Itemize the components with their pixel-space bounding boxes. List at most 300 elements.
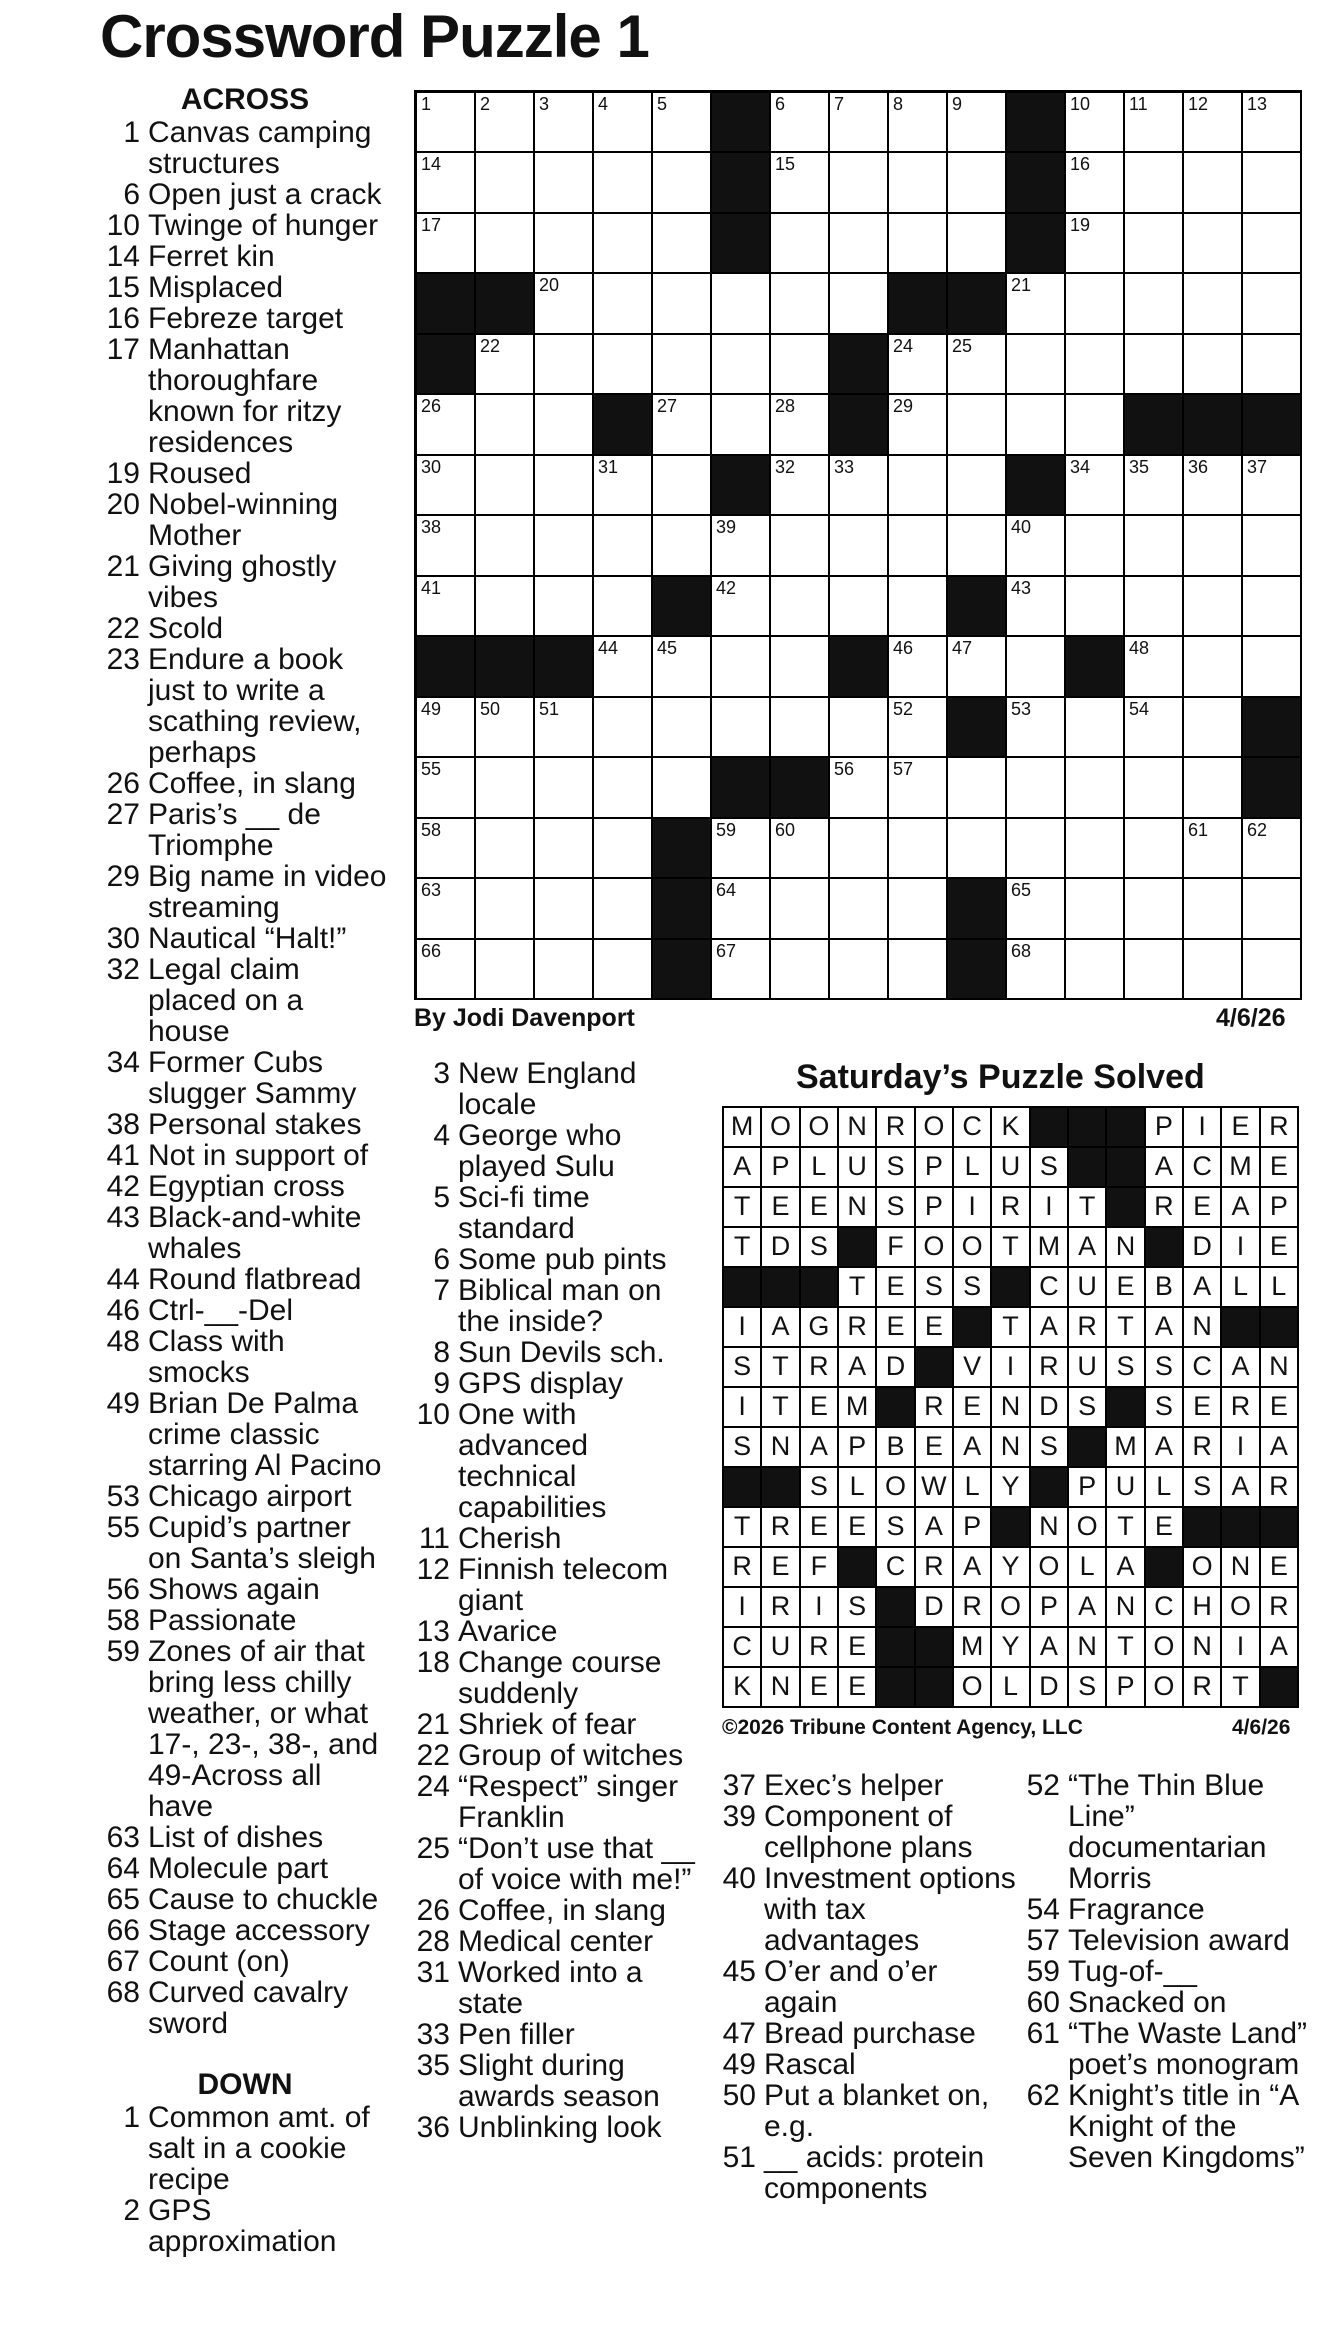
grid-cell[interactable] — [594, 153, 653, 213]
grid-cell[interactable] — [476, 940, 535, 1000]
grid-cell[interactable] — [535, 940, 594, 1000]
clue-item[interactable] — [1020, 2018, 1320, 2080]
grid-cell[interactable] — [889, 758, 948, 818]
grid-cell[interactable] — [771, 879, 830, 939]
grid-cell[interactable] — [653, 698, 712, 758]
grid-cell[interactable] — [712, 577, 771, 637]
clue-number: 64 — [106, 1852, 140, 1885]
grid-cell[interactable] — [1243, 577, 1302, 637]
clue-item[interactable] — [410, 1709, 700, 1740]
clue-item[interactable] — [1020, 1770, 1320, 1894]
grid-cell[interactable] — [1007, 395, 1066, 455]
clue-item[interactable] — [410, 1554, 700, 1616]
solved-cell — [877, 1508, 915, 1548]
clue-item[interactable] — [1020, 1956, 1320, 1987]
grid-cell[interactable] — [476, 819, 535, 879]
grid-cell[interactable] — [771, 274, 830, 334]
grid-cell[interactable] — [535, 93, 594, 153]
cell-number: 30 — [421, 456, 442, 477]
grid-cell[interactable] — [476, 698, 535, 758]
clue-item[interactable] — [1020, 1894, 1320, 1925]
clue-item[interactable] — [100, 1915, 390, 1946]
clue-item[interactable] — [410, 1275, 700, 1337]
solved-letter: I — [1236, 1231, 1245, 1261]
grid-cell[interactable] — [1066, 93, 1125, 153]
clue-item[interactable] — [410, 1399, 700, 1523]
grid-cell[interactable] — [653, 93, 712, 153]
grid-cell[interactable] — [535, 516, 594, 576]
grid-cell[interactable] — [1243, 819, 1302, 879]
clue-text: Rascal — [764, 2048, 856, 2081]
clue-item[interactable] — [100, 799, 390, 861]
grid-cell[interactable] — [1007, 940, 1066, 1000]
clue-item[interactable] — [100, 1140, 390, 1171]
solved-block — [1261, 1308, 1299, 1348]
crossword-grid[interactable] — [414, 90, 1302, 1000]
grid-cell[interactable] — [1066, 153, 1125, 213]
grid-cell[interactable] — [535, 879, 594, 939]
grid-cell[interactable] — [948, 456, 1007, 516]
grid-cell[interactable] — [1243, 335, 1302, 395]
clue-item[interactable] — [410, 1771, 700, 1833]
grid-cell[interactable] — [1066, 940, 1125, 1000]
grid-cell[interactable] — [1066, 395, 1125, 455]
grid-cell[interactable] — [417, 214, 476, 274]
clue-number: 56 — [106, 1573, 140, 1606]
grid-cell[interactable] — [594, 516, 653, 576]
grid-cell[interactable] — [1243, 153, 1302, 213]
grid-cell[interactable] — [948, 819, 1007, 879]
grid-cell[interactable] — [1125, 698, 1184, 758]
grid-cell[interactable] — [1066, 698, 1125, 758]
grid-cell[interactable] — [594, 214, 653, 274]
grid-cell[interactable] — [653, 395, 712, 455]
clue-text: Change course suddenly — [458, 1646, 662, 1710]
clue-item[interactable] — [100, 644, 390, 768]
grid-cell[interactable] — [1184, 153, 1243, 213]
grid-cell[interactable] — [535, 153, 594, 213]
grid-cell[interactable] — [1066, 456, 1125, 516]
clue-item[interactable] — [410, 1926, 700, 1957]
grid-cell[interactable] — [1125, 637, 1184, 697]
grid-cell[interactable] — [889, 940, 948, 1000]
grid-cell[interactable] — [830, 577, 889, 637]
grid-cell[interactable] — [1125, 516, 1184, 576]
solved-cell — [1222, 1228, 1260, 1268]
clue-item[interactable] — [410, 1957, 700, 2019]
grid-cell[interactable] — [830, 516, 889, 576]
grid-cell[interactable] — [771, 819, 830, 879]
grid-cell[interactable] — [830, 698, 889, 758]
solved-cell — [877, 1148, 915, 1188]
grid-cell[interactable] — [1125, 274, 1184, 334]
clue-item[interactable] — [100, 613, 390, 644]
solved-block — [877, 1588, 915, 1628]
grid-cell[interactable] — [535, 274, 594, 334]
clue-item[interactable] — [100, 1822, 390, 1853]
grid-cell[interactable] — [594, 335, 653, 395]
grid-cell[interactable] — [417, 93, 476, 153]
clue-item[interactable] — [1020, 1925, 1320, 1956]
clue-number: 5 — [433, 1181, 450, 1214]
grid-cell[interactable] — [476, 516, 535, 576]
clue-item[interactable] — [100, 1047, 390, 1109]
clue-item[interactable] — [100, 458, 390, 489]
clue-item[interactable] — [716, 2080, 1016, 2142]
grid-cell[interactable] — [771, 93, 830, 153]
clue-text: Some pub pints — [458, 1243, 667, 1276]
grid-cell[interactable] — [771, 698, 830, 758]
grid-cell[interactable] — [889, 93, 948, 153]
grid-cell[interactable] — [1066, 214, 1125, 274]
grid-cell[interactable] — [653, 456, 712, 516]
clue-item[interactable] — [100, 923, 390, 954]
grid-cell[interactable] — [476, 214, 535, 274]
grid-cell[interactable] — [830, 758, 889, 818]
grid-cell[interactable] — [476, 577, 535, 637]
grid-cell[interactable] — [712, 698, 771, 758]
grid-cell[interactable] — [1066, 274, 1125, 334]
grid-cell[interactable] — [889, 335, 948, 395]
clue-text: Cupid’s partner on Santa’s sleigh — [148, 1511, 376, 1575]
clue-item[interactable] — [410, 1120, 700, 1182]
solved-block — [1031, 1108, 1069, 1148]
grid-cell[interactable] — [1184, 879, 1243, 939]
grid-cell[interactable] — [771, 637, 830, 697]
grid-cell[interactable] — [1007, 577, 1066, 637]
clue-item[interactable] — [410, 1368, 700, 1399]
clue-item[interactable] — [100, 1264, 390, 1295]
clue-item[interactable] — [716, 1770, 1016, 1801]
grid-cell[interactable] — [1007, 274, 1066, 334]
grid-cell[interactable] — [594, 819, 653, 879]
grid-cell[interactable] — [830, 153, 889, 213]
grid-cell[interactable] — [1125, 577, 1184, 637]
grid-cell[interactable] — [1243, 456, 1302, 516]
grid-cell[interactable] — [712, 516, 771, 576]
clue-item[interactable] — [100, 489, 390, 551]
grid-cell[interactable] — [1125, 456, 1184, 516]
grid-cell[interactable] — [476, 153, 535, 213]
clue-item[interactable] — [716, 2142, 1016, 2204]
grid-cell[interactable] — [1184, 456, 1243, 516]
grid-cell[interactable] — [771, 516, 830, 576]
grid-cell[interactable] — [948, 758, 1007, 818]
clue-item[interactable] — [100, 861, 390, 923]
clue-item[interactable] — [100, 1636, 390, 1822]
grid-cell[interactable] — [948, 335, 1007, 395]
grid-cell[interactable] — [1184, 637, 1243, 697]
grid-cell[interactable] — [889, 395, 948, 455]
clue-item[interactable] — [100, 2195, 390, 2257]
grid-cell[interactable] — [1007, 335, 1066, 395]
grid-cell[interactable] — [1243, 214, 1302, 274]
solved-cell — [762, 1348, 800, 1388]
grid-cell[interactable] — [889, 577, 948, 637]
grid-cell[interactable] — [712, 274, 771, 334]
clue-item[interactable] — [100, 768, 390, 799]
clue-item[interactable] — [410, 1616, 700, 1647]
clue-item[interactable] — [100, 1884, 390, 1915]
grid-cell[interactable] — [830, 274, 889, 334]
grid-cell[interactable] — [1066, 516, 1125, 576]
clue-item[interactable] — [100, 303, 390, 334]
grid-cell[interactable] — [1066, 758, 1125, 818]
grid-cell[interactable] — [417, 698, 476, 758]
clue-item[interactable] — [716, 1801, 1016, 1863]
solved-cell — [1261, 1428, 1299, 1468]
clue-item[interactable] — [100, 2102, 390, 2195]
clue-item[interactable] — [100, 1109, 390, 1140]
grid-cell[interactable] — [830, 940, 889, 1000]
grid-cell[interactable] — [476, 879, 535, 939]
grid-cell[interactable] — [594, 274, 653, 334]
grid-cell[interactable] — [653, 516, 712, 576]
grid-cell[interactable] — [653, 335, 712, 395]
clue-item[interactable] — [100, 1295, 390, 1326]
grid-cell[interactable] — [535, 214, 594, 274]
grid-cell[interactable] — [1184, 335, 1243, 395]
grid-cell[interactable] — [1125, 819, 1184, 879]
solved-cell — [1261, 1348, 1299, 1388]
clue-item[interactable] — [716, 2018, 1016, 2049]
grid-cell[interactable] — [1184, 758, 1243, 818]
clue-item[interactable] — [1020, 1987, 1320, 2018]
grid-cell[interactable] — [948, 153, 1007, 213]
grid-cell[interactable] — [1125, 93, 1184, 153]
clue-item[interactable] — [100, 954, 390, 1047]
cell-number: 29 — [893, 396, 914, 417]
grid-cell[interactable] — [417, 819, 476, 879]
grid-cell[interactable] — [653, 214, 712, 274]
grid-cell[interactable] — [1125, 758, 1184, 818]
grid-cell[interactable] — [417, 577, 476, 637]
clue-item[interactable] — [100, 1388, 390, 1481]
grid-cell[interactable] — [771, 214, 830, 274]
clue-item[interactable] — [410, 1182, 700, 1244]
grid-cell[interactable] — [889, 819, 948, 879]
clue-item[interactable] — [100, 1171, 390, 1202]
grid-cell[interactable] — [771, 335, 830, 395]
grid-cell[interactable] — [1184, 940, 1243, 1000]
clue-item[interactable] — [716, 2049, 1016, 2080]
clue-item[interactable] — [100, 1481, 390, 1512]
grid-cell[interactable] — [771, 395, 830, 455]
grid-cell[interactable] — [653, 758, 712, 818]
grid-cell[interactable] — [1125, 153, 1184, 213]
clue-item[interactable] — [410, 2050, 700, 2112]
grid-cell[interactable] — [948, 93, 1007, 153]
grid-cell[interactable] — [1007, 698, 1066, 758]
grid-cell[interactable] — [535, 698, 594, 758]
grid-cell[interactable] — [830, 93, 889, 153]
grid-cell[interactable] — [948, 637, 1007, 697]
grid-cell[interactable] — [948, 395, 1007, 455]
grid-cell[interactable] — [712, 395, 771, 455]
grid-cell[interactable] — [535, 395, 594, 455]
grid-cell[interactable] — [889, 637, 948, 697]
grid-cell[interactable] — [535, 758, 594, 818]
grid-cell[interactable] — [889, 214, 948, 274]
clue-item[interactable] — [100, 1605, 390, 1636]
grid-cell[interactable] — [417, 879, 476, 939]
grid-cell[interactable] — [1066, 335, 1125, 395]
grid-cell[interactable] — [535, 335, 594, 395]
grid-cell[interactable] — [1066, 577, 1125, 637]
grid-cell[interactable] — [1125, 214, 1184, 274]
grid-cell[interactable] — [594, 758, 653, 818]
grid-cell[interactable] — [476, 758, 535, 818]
clue-item[interactable] — [100, 1977, 390, 2039]
clue-item[interactable] — [100, 1853, 390, 1884]
solved-letter: C — [1039, 1271, 1059, 1301]
grid-cell[interactable] — [1184, 698, 1243, 758]
grid-cell[interactable] — [712, 879, 771, 939]
clue-item[interactable] — [410, 1740, 700, 1771]
grid-cell[interactable] — [1243, 274, 1302, 334]
grid-cell[interactable] — [1184, 214, 1243, 274]
grid-block — [535, 637, 594, 697]
clue-item[interactable] — [100, 1574, 390, 1605]
grid-cell[interactable] — [1184, 577, 1243, 637]
clue-item[interactable] — [100, 210, 390, 241]
grid-cell[interactable] — [771, 456, 830, 516]
grid-cell[interactable] — [653, 637, 712, 697]
grid-cell[interactable] — [594, 698, 653, 758]
grid-cell[interactable] — [712, 637, 771, 697]
grid-cell[interactable] — [1125, 940, 1184, 1000]
grid-cell[interactable] — [476, 456, 535, 516]
grid-cell[interactable] — [417, 153, 476, 213]
grid-cell[interactable] — [1007, 819, 1066, 879]
grid-cell[interactable] — [830, 879, 889, 939]
cell-number: 64 — [716, 880, 737, 901]
grid-cell[interactable] — [948, 214, 1007, 274]
clue-item[interactable] — [410, 1647, 700, 1709]
grid-cell[interactable] — [712, 940, 771, 1000]
clue-item[interactable] — [410, 1337, 700, 1368]
grid-cell[interactable] — [653, 153, 712, 213]
grid-cell[interactable] — [1184, 819, 1243, 879]
grid-cell[interactable] — [1125, 879, 1184, 939]
grid-cell[interactable] — [417, 456, 476, 516]
grid-cell[interactable] — [417, 395, 476, 455]
grid-cell[interactable] — [535, 577, 594, 637]
grid-cell[interactable] — [1007, 516, 1066, 576]
grid-cell[interactable] — [1243, 940, 1302, 1000]
grid-cell[interactable] — [594, 879, 653, 939]
grid-cell[interactable] — [830, 819, 889, 879]
grid-cell[interactable] — [417, 940, 476, 1000]
clue-item[interactable] — [716, 1956, 1016, 2018]
clue-item[interactable] — [410, 1833, 700, 1895]
grid-cell[interactable] — [771, 153, 830, 213]
grid-cell[interactable] — [1066, 879, 1125, 939]
clue-item[interactable] — [1020, 2080, 1320, 2173]
grid-cell[interactable] — [948, 516, 1007, 576]
clue-item[interactable] — [716, 1863, 1016, 1956]
clue-item[interactable] — [100, 1326, 390, 1388]
cell-number: 54 — [1129, 698, 1150, 719]
grid-cell[interactable] — [535, 819, 594, 879]
clue-item[interactable] — [410, 2112, 700, 2143]
grid-block — [889, 274, 948, 334]
grid-cell[interactable] — [1066, 819, 1125, 879]
grid-cell[interactable] — [594, 93, 653, 153]
grid-cell[interactable] — [476, 335, 535, 395]
grid-cell[interactable] — [1243, 93, 1302, 153]
grid-cell[interactable] — [889, 456, 948, 516]
solved-cell — [954, 1388, 992, 1428]
cell-number: 66 — [421, 940, 442, 961]
clue-item[interactable] — [100, 117, 390, 179]
grid-cell[interactable] — [1125, 335, 1184, 395]
grid-cell[interactable] — [712, 819, 771, 879]
grid-cell[interactable] — [476, 395, 535, 455]
grid-cell[interactable] — [594, 637, 653, 697]
grid-cell[interactable] — [535, 456, 594, 516]
grid-cell[interactable] — [1184, 516, 1243, 576]
grid-cell[interactable] — [1007, 637, 1066, 697]
clue-item[interactable] — [410, 1058, 700, 1120]
grid-cell[interactable] — [417, 758, 476, 818]
clue-item[interactable] — [410, 1895, 700, 1926]
clue-item[interactable] — [100, 179, 390, 210]
grid-cell[interactable] — [712, 335, 771, 395]
grid-cell[interactable] — [1243, 516, 1302, 576]
grid-cell[interactable] — [889, 879, 948, 939]
clue-item[interactable] — [410, 2019, 700, 2050]
clue-item[interactable] — [410, 1244, 700, 1275]
grid-cell[interactable] — [1184, 274, 1243, 334]
solved-cell — [801, 1668, 839, 1708]
grid-cell[interactable] — [889, 516, 948, 576]
grid-cell[interactable] — [594, 577, 653, 637]
grid-cell[interactable] — [417, 516, 476, 576]
grid-cell[interactable] — [1243, 637, 1302, 697]
grid-cell[interactable] — [1007, 879, 1066, 939]
grid-cell[interactable] — [476, 93, 535, 153]
solved-cell — [877, 1548, 915, 1588]
clue-number: 63 — [106, 1821, 140, 1854]
clue-item[interactable] — [100, 272, 390, 303]
solved-letter: T — [1002, 1311, 1019, 1341]
grid-cell[interactable] — [594, 940, 653, 1000]
clue-item[interactable] — [100, 241, 390, 272]
grid-cell[interactable] — [1184, 93, 1243, 153]
grid-cell[interactable] — [594, 456, 653, 516]
clue-item[interactable] — [100, 551, 390, 613]
clue-item[interactable] — [100, 1512, 390, 1574]
clue-item[interactable] — [100, 1946, 390, 1977]
clue-item[interactable] — [100, 334, 390, 458]
grid-cell[interactable] — [1243, 879, 1302, 939]
grid-cell[interactable] — [889, 153, 948, 213]
solved-cell — [1222, 1668, 1260, 1708]
solved-letter: R — [770, 1511, 791, 1541]
grid-cell[interactable] — [771, 577, 830, 637]
clue-item[interactable] — [100, 1202, 390, 1264]
clue-item[interactable] — [410, 1523, 700, 1554]
clue-number: 18 — [416, 1646, 450, 1679]
grid-cell[interactable] — [1007, 758, 1066, 818]
grid-cell[interactable] — [830, 456, 889, 516]
grid-cell[interactable] — [653, 274, 712, 334]
grid-block — [948, 879, 1007, 939]
grid-cell[interactable] — [830, 214, 889, 274]
grid-cell[interactable] — [889, 698, 948, 758]
grid-cell[interactable] — [771, 940, 830, 1000]
